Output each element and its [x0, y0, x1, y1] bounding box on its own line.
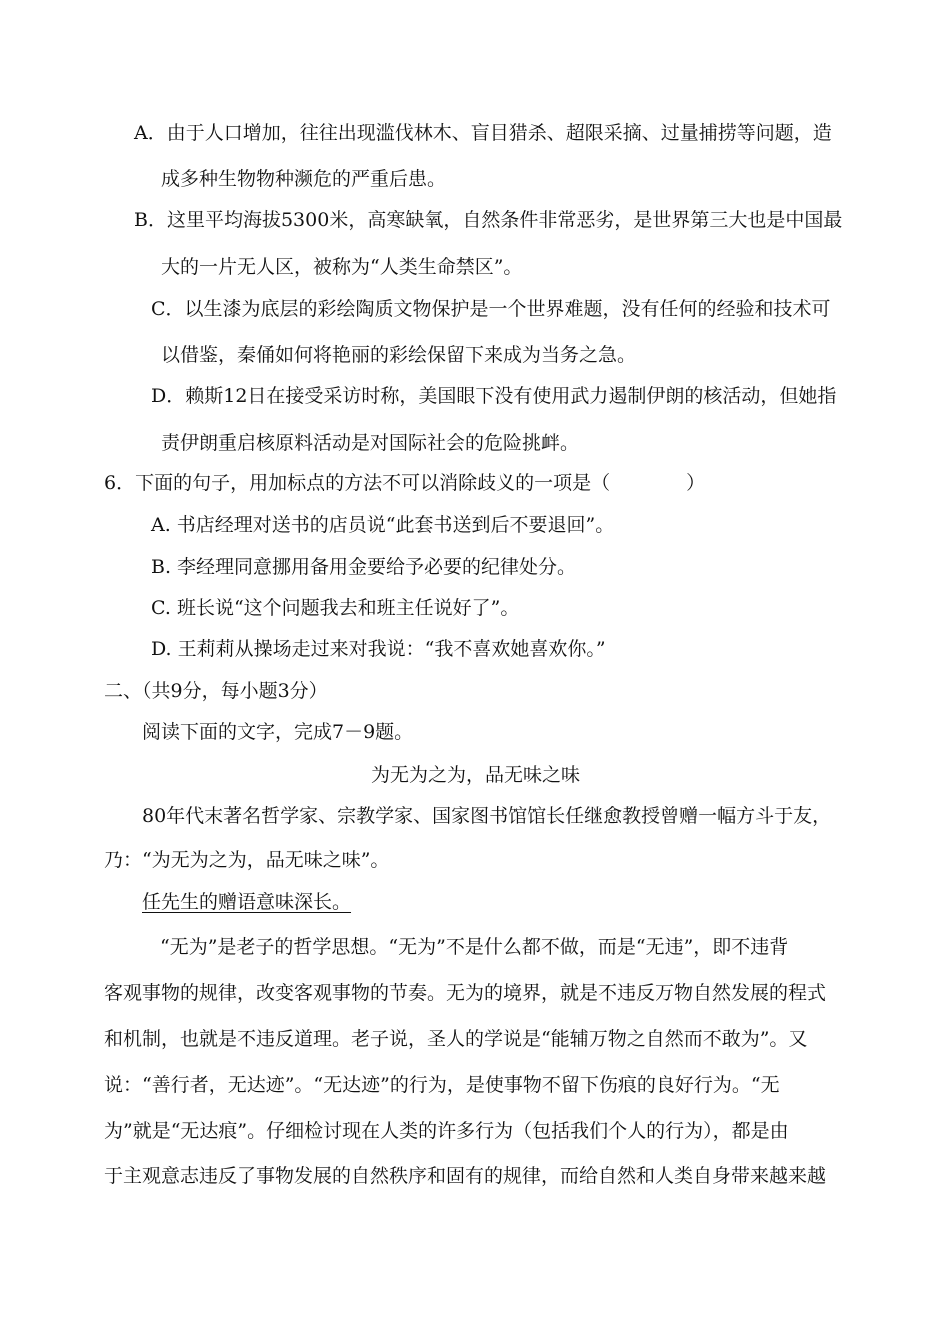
passage-p1-line-2: 乃：“为无为之为，品无味之味”。 [104, 849, 390, 871]
passage-title: 为无为之为，品无味之味 [371, 764, 581, 786]
passage-p3-line-6: 于主观意志违反了事物发展的自然秩序和固有的规律，而给自然和人类自身带来越来越 [104, 1165, 827, 1187]
question-6-option-b: B. 李经理同意挪用备用金要给予必要的纪律处分。 [151, 556, 577, 578]
option-c-line-1: C．以生漆为底层的彩绘陶质文物保护是一个世界难题，没有任何的经验和技术可 [151, 298, 831, 320]
question-6-option-d: D. 王莉莉从操场走过来对我说：“我不喜欢她喜欢你。” [151, 638, 606, 660]
option-b-line-2: 大的一片无人区，被称为“人类生命禁区”。 [161, 256, 523, 278]
passage-p3-line-1: “无为”是老子的哲学思想。“无为”不是什么都不做，而是“无违”，即不违背 [160, 936, 789, 958]
passage-p1-line-1: 80年代末著名哲学家、宗教学家、国家图书馆馆长任继愈教授曾赠一幅方斗于友， [142, 805, 832, 827]
option-b-line-1: B．这里平均海拔5300米，高寒缺氧，自然条件非常恶劣，是世界第三大也是中国最 [134, 209, 843, 231]
passage-p3-line-2: 客观事物的规律，改变客观事物的节奏。无为的境界，就是不违反万物自然发展的程式 [104, 982, 827, 1004]
passage-p3-line-4: 说：“善行者，无达迹”。“无达迹”的行为，是使事物不留下伤痕的良好行为。“无 [104, 1074, 780, 1096]
question-6-stem: 6．下面的句子，用加标点的方法不可以消除歧义的一项是（ ） [104, 472, 706, 494]
question-6-option-c: C. 班长说“这个问题我去和班主任说好了”。 [151, 597, 520, 619]
reading-instruction: 阅读下面的文字，完成7－9题。 [142, 721, 414, 743]
passage-p3-line-3: 和机制，也就是不违反道理。老子说，圣人的学说是“能辅万物之自然而不敢为”。又 [104, 1028, 808, 1050]
option-a-line-2: 成多种生物物种濒危的严重后患。 [161, 168, 447, 190]
option-a-line-1: A．由于人口增加，往往出现滥伐林木、盲目猎杀、超限采摘、过量捕捞等问题，造 [134, 122, 832, 144]
passage-p3-line-5: 为”就是“无达痕”。仔细检讨现在人类的许多行为（包括我们个人的行为），都是由 [104, 1120, 789, 1142]
section-2-heading: 二、（共9分，每小题3分） [104, 680, 328, 702]
question-6-option-a: A. 书店经理对送书的店员说“此套书送到后不要退回”。 [151, 514, 615, 536]
passage-p2-line-1: 任先生的赠语意味深长。 [142, 891, 352, 913]
option-c-line-2: 以借鉴，秦俑如何将艳丽的彩绘保留下来成为当务之急。 [161, 344, 637, 366]
option-d-line-1: D．赖斯12日在接受采访时称，美国眼下没有使用武力遏制伊朗的核活动，但她指 [151, 385, 837, 407]
option-d-line-2: 责伊朗重启核原料活动是对国际社会的危险挑衅。 [161, 432, 580, 454]
